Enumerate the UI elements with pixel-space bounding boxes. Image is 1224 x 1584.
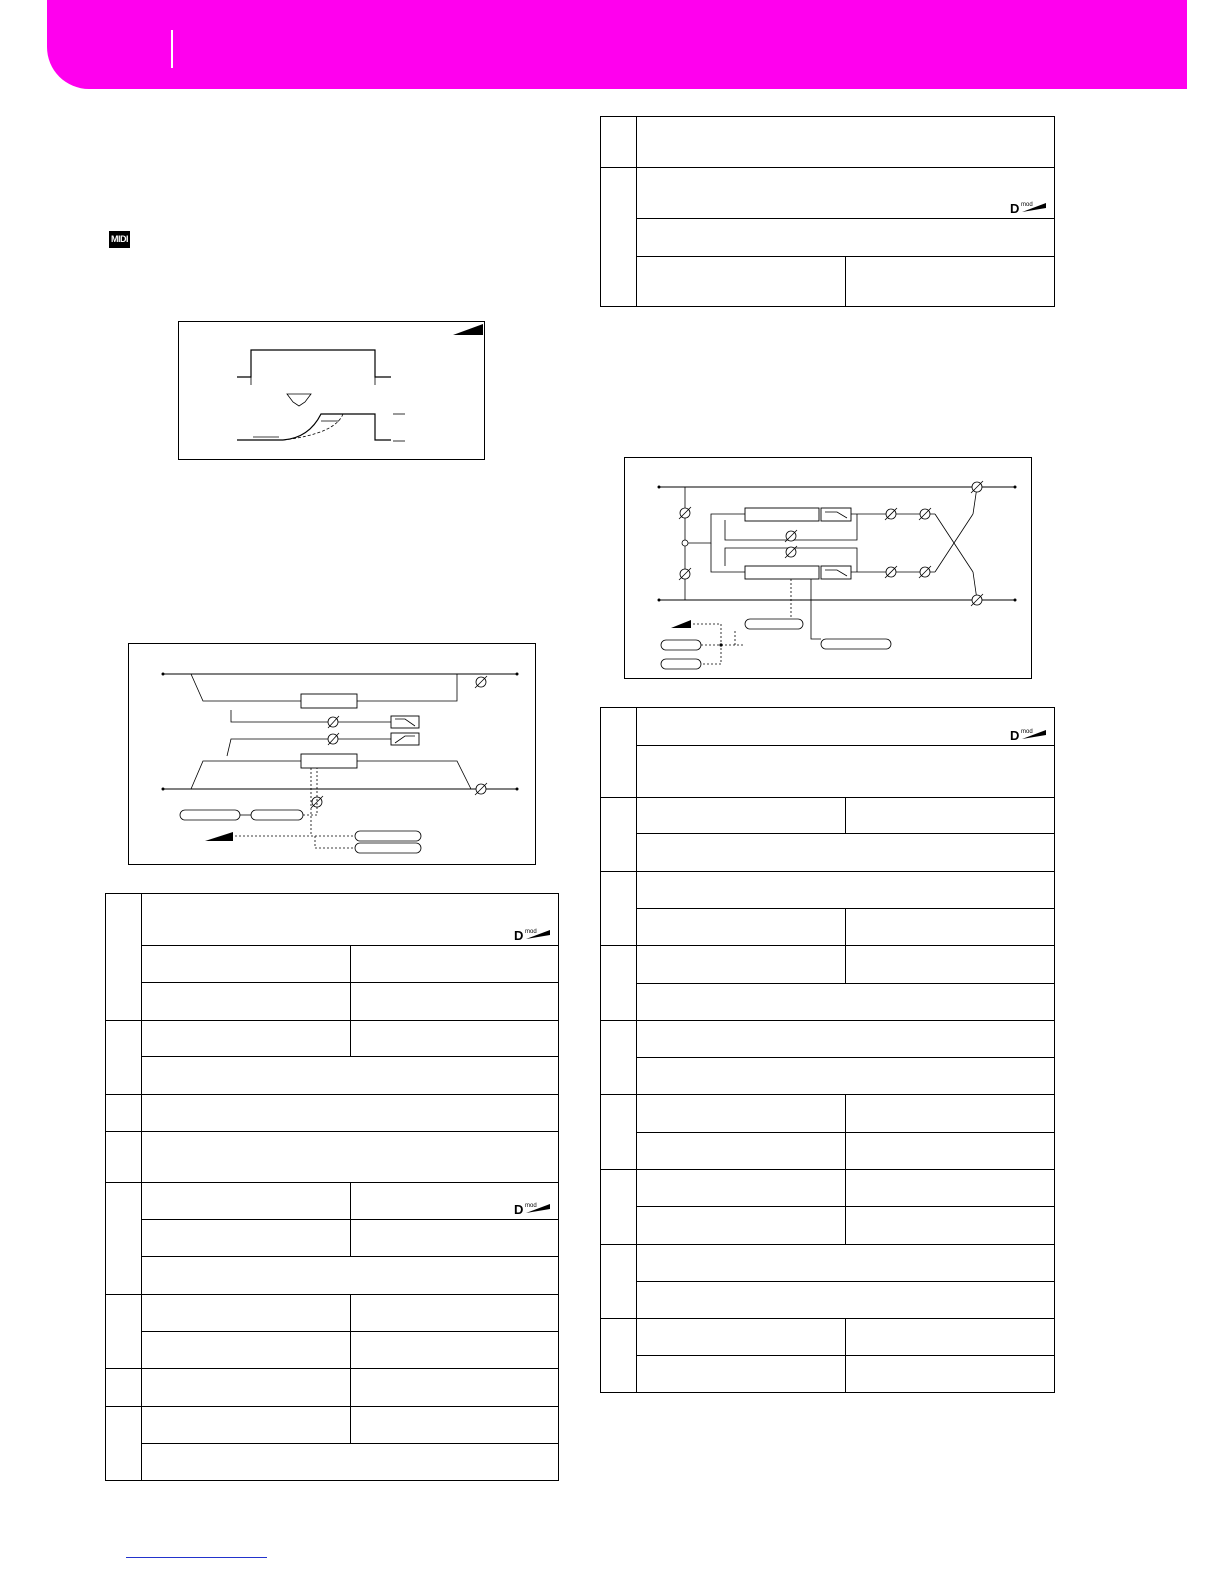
envelope-diagram-art — [179, 322, 486, 461]
param-cell — [142, 1021, 351, 1057]
param-value-cell — [350, 1021, 559, 1057]
param-value-cell — [846, 1133, 1055, 1170]
param-num-cell — [106, 1095, 142, 1132]
param-value-cell — [846, 946, 1055, 984]
param-cell — [637, 984, 1055, 1021]
param-value-cell — [350, 1220, 559, 1257]
parameter-table-right-bottom — [600, 707, 1055, 1393]
param-cell — [637, 1058, 1055, 1095]
param-num-cell — [601, 1245, 637, 1319]
midi-icon: MIDI — [109, 231, 130, 248]
param-cell — [142, 1444, 559, 1481]
param-cell — [142, 1369, 351, 1407]
block-diagram-left — [128, 643, 536, 865]
param-num-cell — [601, 117, 637, 168]
param-cell — [637, 834, 1055, 872]
param-cell — [142, 1132, 559, 1183]
header-band — [47, 0, 1187, 89]
param-cell — [142, 1095, 559, 1132]
svg-text:mod: mod — [1021, 729, 1033, 735]
param-cell — [142, 1257, 559, 1295]
svg-text:mod: mod — [1021, 202, 1033, 208]
block-diagram-right-art — [625, 458, 1033, 680]
dmod-icon — [1010, 200, 1048, 214]
param-cell — [142, 1057, 559, 1095]
param-cell — [637, 708, 1055, 746]
param-cell — [637, 1245, 1055, 1282]
dmod-icon — [514, 927, 552, 941]
parameter-table-left — [105, 893, 559, 1481]
param-cell — [637, 946, 846, 984]
param-value-cell — [846, 1356, 1055, 1393]
param-cell — [142, 1332, 351, 1369]
parameter-table-right-top — [600, 116, 1055, 307]
param-value-cell — [350, 946, 559, 983]
param-value-cell — [350, 1183, 559, 1220]
param-value-cell — [350, 1407, 559, 1444]
param-cell — [637, 1133, 846, 1170]
param-num-cell — [601, 1170, 637, 1245]
svg-text:D: D — [1010, 201, 1020, 216]
param-num-cell — [106, 1021, 142, 1095]
param-cell — [637, 1207, 846, 1245]
param-value-cell — [350, 1369, 559, 1407]
block-diagram-right — [624, 457, 1032, 679]
param-num-cell — [601, 946, 637, 1021]
param-num-cell — [106, 1295, 142, 1369]
dmod-icon — [1010, 727, 1048, 741]
param-value-cell — [846, 1207, 1055, 1245]
param-value-cell — [846, 909, 1055, 946]
param-num-cell — [601, 1319, 637, 1393]
param-cell — [637, 872, 1055, 909]
param-value-cell — [350, 1295, 559, 1332]
param-cell — [142, 946, 351, 983]
param-cell — [142, 1220, 351, 1257]
param-cell — [637, 219, 1055, 257]
param-value-cell — [846, 257, 1055, 307]
param-num-cell — [601, 168, 637, 307]
param-cell — [637, 257, 846, 307]
param-num-cell — [601, 1095, 637, 1170]
param-num-cell — [106, 1183, 142, 1295]
param-cell — [142, 983, 351, 1021]
param-cell — [142, 1407, 351, 1444]
param-num-cell — [106, 894, 142, 1021]
dmod-icon — [514, 1201, 552, 1215]
param-cell — [637, 1095, 846, 1133]
svg-text:mod: mod — [525, 1203, 537, 1209]
param-num-cell — [106, 1407, 142, 1481]
svg-text:D: D — [1010, 728, 1020, 743]
param-num-cell — [601, 708, 637, 798]
param-num-cell — [601, 1021, 637, 1095]
param-cell — [142, 894, 559, 946]
param-cell — [142, 1183, 351, 1220]
param-cell — [637, 1319, 846, 1356]
param-cell — [637, 1282, 1055, 1319]
param-num-cell — [106, 1132, 142, 1183]
param-cell — [637, 168, 1055, 219]
param-value-cell — [846, 798, 1055, 834]
param-value-cell — [350, 983, 559, 1021]
param-cell — [637, 1170, 846, 1207]
param-cell — [142, 1295, 351, 1332]
param-num-cell — [106, 1369, 142, 1407]
param-value-cell — [846, 1170, 1055, 1207]
param-cell — [637, 117, 1055, 168]
header-divider — [171, 30, 173, 68]
param-num-cell — [601, 798, 637, 872]
block-diagram-left-art — [129, 644, 537, 866]
footer-link[interactable] — [126, 1557, 267, 1558]
svg-text:mod: mod — [525, 929, 537, 935]
param-value-cell — [350, 1332, 559, 1369]
param-cell — [637, 1356, 846, 1393]
param-cell — [637, 1021, 1055, 1058]
param-num-cell — [601, 872, 637, 946]
svg-text:D: D — [514, 1202, 524, 1217]
envelope-diagram — [178, 321, 485, 460]
param-cell — [637, 909, 846, 946]
param-cell — [637, 746, 1055, 798]
svg-text:D: D — [514, 928, 524, 943]
param-cell — [637, 798, 846, 834]
param-value-cell — [846, 1319, 1055, 1356]
param-value-cell — [846, 1095, 1055, 1133]
